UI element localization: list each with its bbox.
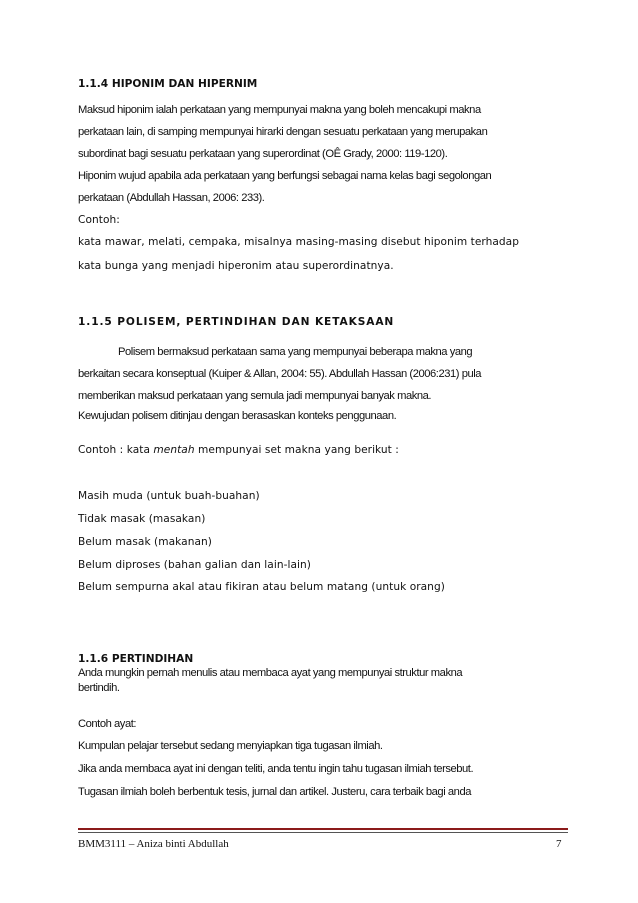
meaning-item: Belum masak (makanan)	[78, 536, 212, 548]
contoh-suffix: mempunyai set makna yang berikut :	[194, 444, 399, 456]
section-heading-1-1-4: 1.1.4 HIPONIM DAN HIPERNIM	[78, 78, 258, 90]
paragraph-line: memberikan maksud perkataan yang semula jadi mempunyai banyak makna.	[78, 390, 432, 402]
contoh-ayat-label: Contoh ayat:	[78, 718, 137, 730]
contoh-prefix: Contoh : kata	[78, 444, 154, 456]
example-line: kata mawar, melati, cempaka, misalnya masing-masing disebut hiponim terhadap	[78, 236, 520, 248]
paragraph-line: perkataan lain, di samping mempunyai hirarki dengan sesuatu perkataan yang merupakan	[78, 126, 488, 138]
paragraph-line: Anda mungkin pernah menulis atau membaca ayat yang mempunyai struktur makna	[78, 667, 463, 679]
paragraph-line: bertindih.	[78, 682, 120, 694]
paragraph-line: Maksud hiponim ialah perkataan yang mempunyai makna yang boleh mencakupi makna	[78, 104, 481, 116]
meaning-item: Belum diproses (bahan galian dan lain-lain)	[78, 559, 311, 571]
footer-author: BMM3111 – Aniza binti Abdullah	[78, 838, 229, 850]
section-heading-1-1-5: 1.1.5 POLISEM, PERTINDIHAN DAN KETAKSAAN	[78, 316, 395, 328]
meaning-item: Belum sempurna akal atau fikiran atau belum matang (untuk orang)	[78, 581, 445, 593]
example-line: Jika anda membaca ayat ini dengan teliti, anda tentu ingin tahu tugasan ilmiah tersebut.	[78, 763, 474, 775]
page-number: 7	[556, 838, 562, 850]
contoh-mentah-line	[78, 444, 399, 456]
paragraph-line: subordinat bagi sesuatu perkataan yang superordinat (OÊ Grady, 2000: 119-120).	[78, 148, 448, 160]
paragraph-line: perkataan (Abdullah Hassan, 2006: 233).	[78, 192, 265, 204]
contoh-label: Contoh:	[78, 214, 120, 226]
paragraph-line: berkaitan secara konseptual (Kuiper & Allan, 2004: 55). Abdullah Hassan (2006:231) pula	[78, 368, 482, 380]
section-heading-1-1-6: 1.1.6 PERTINDIHAN	[78, 653, 194, 665]
meaning-item: Tidak masak (masakan)	[78, 513, 206, 525]
example-line: kata bunga yang menjadi hiperonim atau superordinatnya.	[78, 260, 394, 272]
paragraph-line: Hiponim wujud apabila ada perkataan yang berfungsi sebagai nama kelas bagi segolongan	[78, 170, 492, 182]
example-line: Kumpulan pelajar tersebut sedang menyiapkan tiga tugasan ilmiah.	[78, 740, 383, 752]
example-line: Tugasan ilmiah boleh berbentuk tesis, jurnal dan artikel. Justeru, cara terbaik bagi anda	[78, 786, 471, 798]
meaning-item: Masih muda (untuk buah-buahan)	[78, 490, 260, 502]
paragraph-line: Kewujudan polisem ditinjau dengan berasaskan konteks penggunaan.	[78, 410, 397, 422]
contoh-word: mentah	[153, 444, 195, 456]
paragraph-line: Polisem bermaksud perkataan sama yang mempunyai beberapa makna yang	[118, 346, 473, 358]
footer-rule-thin	[78, 832, 568, 833]
footer-rule	[78, 828, 568, 830]
